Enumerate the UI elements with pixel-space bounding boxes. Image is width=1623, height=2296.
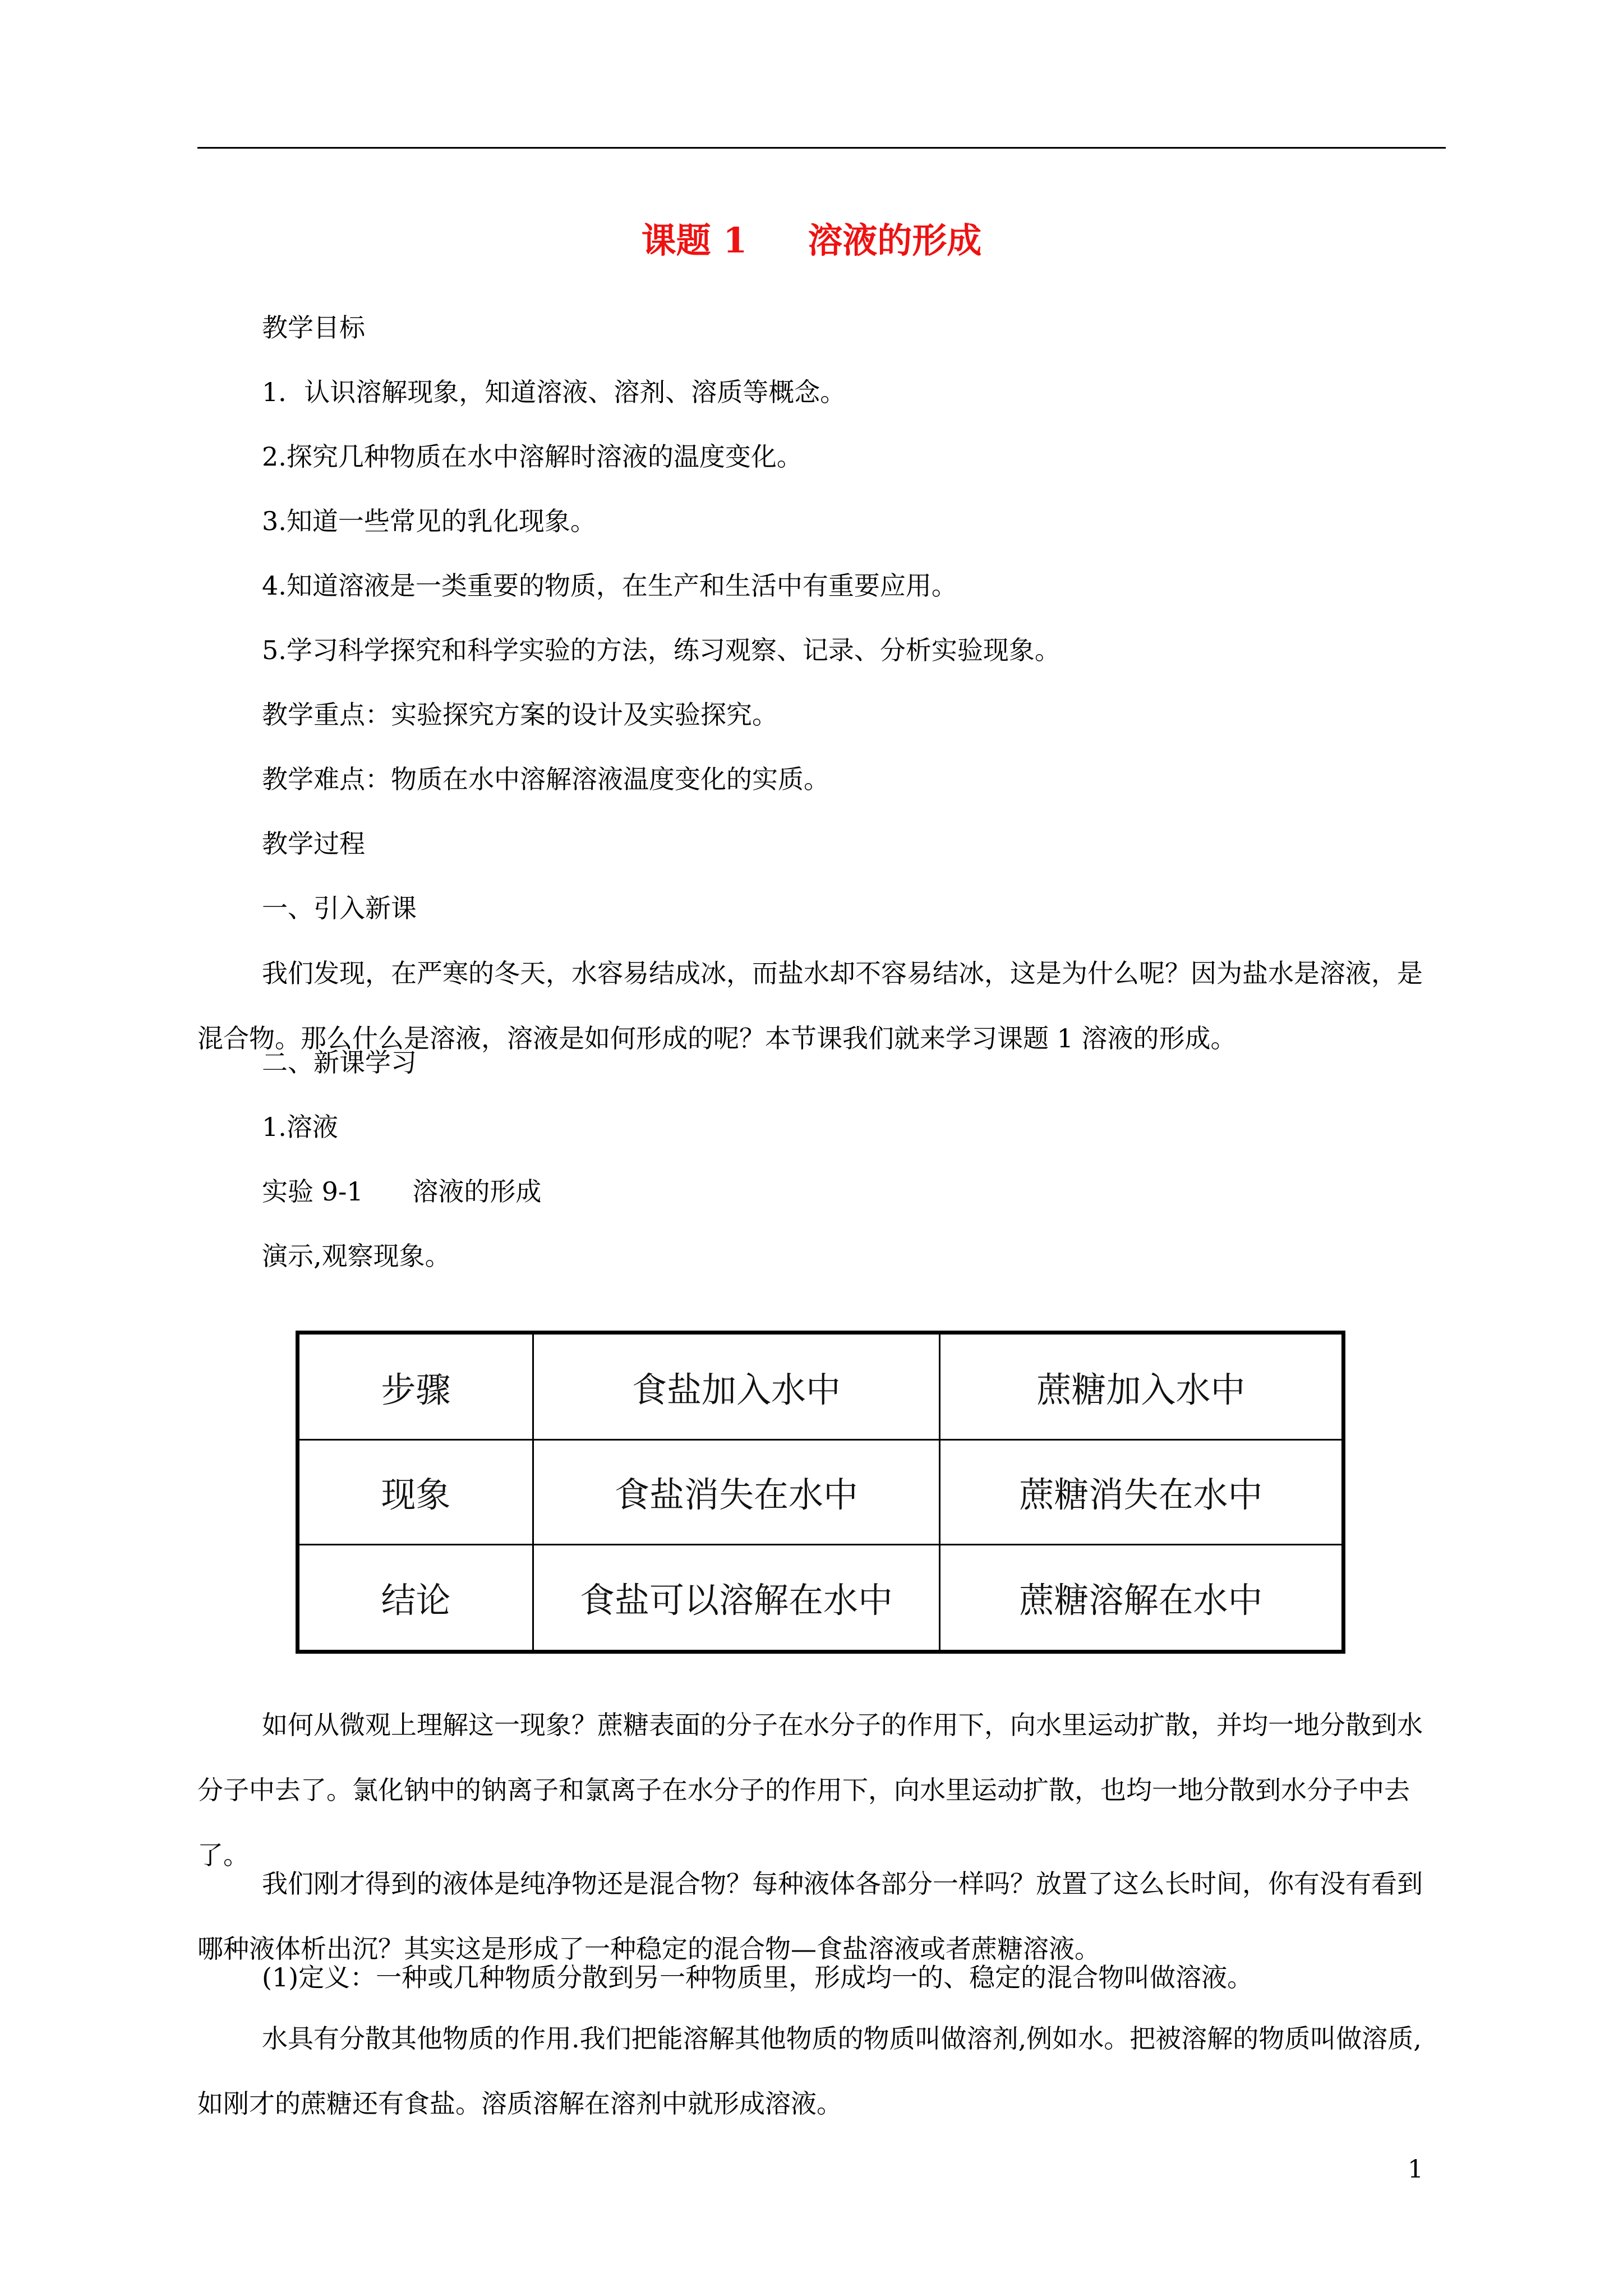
table-cell: 现象 [298, 1440, 533, 1545]
demo-instruction: 演示,观察现象。 [262, 1241, 451, 1271]
intro-paragraph: 我们发现，在严寒的冬天，水容易结成冰，而盐水却不容易结冰，这是为什么呢？因为盐水是溶液，是混合物。那么什么是溶液，溶液是如何形成的呢？本节课我们就来学习课题 1 溶液的形成。 [197, 958, 1423, 1053]
section-1-heading: 一、引入新课 [262, 893, 417, 923]
table-row [298, 1333, 1344, 1440]
table-cell: 结论 [298, 1544, 533, 1651]
goal-item-4: 4.知道溶液是一类重要的物质，在生产和生活中有重要应用。 [262, 570, 957, 601]
goal-item-1: 1．认识溶解现象，知道溶液、溶剂、溶质等概念。 [262, 377, 846, 407]
table-cell: 步骤 [298, 1333, 533, 1440]
table-row [298, 1544, 1344, 1651]
process-heading: 教学过程 [262, 829, 365, 859]
microscopic-paragraph: 如何从微观上理解这一现象？蔗糖表面的分子在水分子的作用下，向水里运动扩散，并均一地分散到水分子中去了。氯化钠中的钠离子和氯离子在水分子的作用下，向水里运动扩散，也均一地分散到水分子中去了。 [197, 1710, 1423, 1870]
experiment-table [296, 1331, 1345, 1654]
table-cell: 蔗糖溶解在水中 [940, 1544, 1344, 1651]
goal-item-3: 3.知道一些常见的乳化现象。 [262, 506, 596, 536]
page-number: 1 [1408, 2155, 1423, 2184]
table-row [298, 1440, 1344, 1545]
key-points: 教学重点：实验探究方案的设计及实验探究。 [262, 700, 778, 730]
table-cell: 食盐可以溶解在水中 [533, 1544, 940, 1651]
table-cell: 蔗糖加入水中 [940, 1333, 1344, 1440]
goal-item-5: 5.学习科学探究和科学实验的方法，练习观察、记录、分析实验现象。 [262, 635, 1061, 665]
goal-item-2: 2.探究几种物质在水中溶解时溶液的温度变化。 [262, 441, 803, 472]
experiment-title: 实验 9-1 溶液的形成 [262, 1176, 542, 1207]
header-rule [197, 147, 1446, 149]
table-cell: 食盐加入水中 [533, 1333, 940, 1440]
teaching-goals-heading: 教学目标 [262, 312, 365, 343]
definition-paragraph: (1)定义：一种或几种物质分散到另一种物质里，形成均一的、稳定的混合物叫做溶液。 [262, 1962, 1253, 1993]
table-cell: 蔗糖消失在水中 [940, 1440, 1344, 1545]
subsection-solution: 1.溶液 [262, 1112, 338, 1142]
solvent-solute-paragraph: 水具有分散其他物质的作用.我们把能溶解其他物质的物质叫做溶剂,例如水。把被溶解的物质叫做溶质,如刚才的蔗糖还有食盐。溶质溶解在溶剂中就形成溶液。 [197, 2023, 1422, 2119]
difficult-points: 教学难点：物质在水中溶解溶液温度变化的实质。 [262, 764, 829, 794]
page-title: 课题 1 溶液的形成 [641, 220, 982, 261]
mixture-paragraph: 我们刚才得到的液体是纯净物还是混合物？每种液体各部分一样吗？放置了这么长时间，你有没有看到哪种液体析出沉？其实这是形成了一种稳定的混合物—食盐溶液或者蔗糖溶液。 [197, 1869, 1423, 1964]
section-2-heading: 二、新课学习 [262, 1047, 417, 1078]
table-cell: 食盐消失在水中 [533, 1440, 940, 1545]
